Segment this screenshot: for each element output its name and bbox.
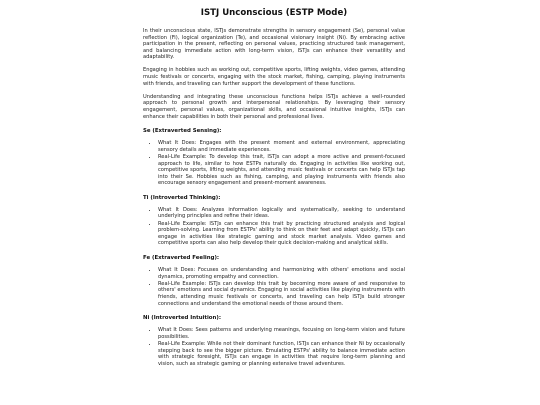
intro-paragraph-3: Understanding and integrating these unconscious functions helps ISTJs achieve a well-rounded approach to personal growth and interpersonal relationships. By leveraging their sensory engagement, personal values, organizational skills, and occasional intuitive insights, ISTJs can enhance their capabilities in both their personal and professional lives.	[143, 93, 405, 120]
section-list-se	[143, 140, 405, 187]
section-heading-ni: Ni (Introverted Intuition):	[143, 315, 221, 322]
section-list-ti	[143, 207, 405, 247]
section-heading-fe: Fe (Extraverted Feeling):	[143, 255, 220, 262]
list-item: • What It Does: Analyzes information logically and systematically, seeking to understand underlying principles and refine their ideas.	[158, 207, 405, 220]
list-item: • What It Does: Focuses on understanding and harmonizing with others' emotions and social dynamics, promoting empathy and connection.	[158, 267, 405, 280]
section-heading-ti: Ti (Introverted Thinking):	[143, 194, 221, 201]
intro-paragraph-1: In their unconscious state, ISTJs demonstrate strengths in sensory engagement (Se), personal value reflection (Fi), logical organization (Te), and occasional visionary insight (Ni). By embracing active participation in the present, reflecting on personal values, practicing structured task management, and balancing immediate action with long-term vision, ISTJs can enhance their versatility and adaptability.	[143, 28, 405, 61]
intro-paragraph-2: Engaging in hobbies such as working out, competitive sports, lifting weights, video games, attending music festivals or concerts, engaging with the stock market, fishing, camping, playing instruments with friends, and traveling can further support the development of these functions.	[143, 67, 405, 87]
list-item: • What It Does: Engages with the present moment and external environment, appreciating sensory details and immediate experiences.	[158, 140, 405, 153]
list-item: • Real-Life Example: ISTJs can enhance this trait by practicing structured analysis and logical problem-solving. Learning from ESTPs' ability to think on their feet and adapt quickly, ISTJs can engage in activities like strategic gaming and stock market analysis. Video games and competitive sports can also help develop their quick decision-making and analytical skills.	[158, 221, 405, 247]
section-list-ni	[143, 327, 405, 367]
section-heading-se: Se (Extraverted Sensing):	[143, 128, 222, 135]
list-item: • Real-Life Example: While not their dominant function, ISTJs can enhance their Ni by occasionally stepping back to see the bigger picture. Emulating ESTPs' ability to balance immediate action with strategic foresight, ISTJs can engage in activities that require long-term planning and vision, such as strategic gaming or planning extensive travel adventures.	[158, 341, 405, 367]
page-title: ISTJ Unconscious (ESTP Mode)	[200, 8, 348, 18]
list-item: • What It Does: Sees patterns and underlying meanings, focusing on long-term vision and future possibilities.	[158, 327, 405, 340]
list-item: • Real-Life Example: ISTJs can develop this trait by becoming more aware of and responsive to others' emotions and social dynamics. Engaging in social activities like playing instruments with friends, attending music festivals or concerts, and traveling can help ISTJs build stronger connections and understand the emotional needs of those around them.	[158, 281, 405, 307]
list-item: • Real-Life Example: To develop this trait, ISTJs can adopt a more active and present-focused approach to life, similar to how ESTPs naturally do. Engaging in activities like working out, competitive sports, lifting weights, and attending music festivals or concerts can help ISTJs tap into their Se. Hobbies such as fishing, camping, and playing instruments with friends also encourage sensory engagement and present-moment awareness.	[158, 154, 405, 187]
document-body	[143, 8, 405, 373]
section-list-fe	[143, 267, 405, 307]
